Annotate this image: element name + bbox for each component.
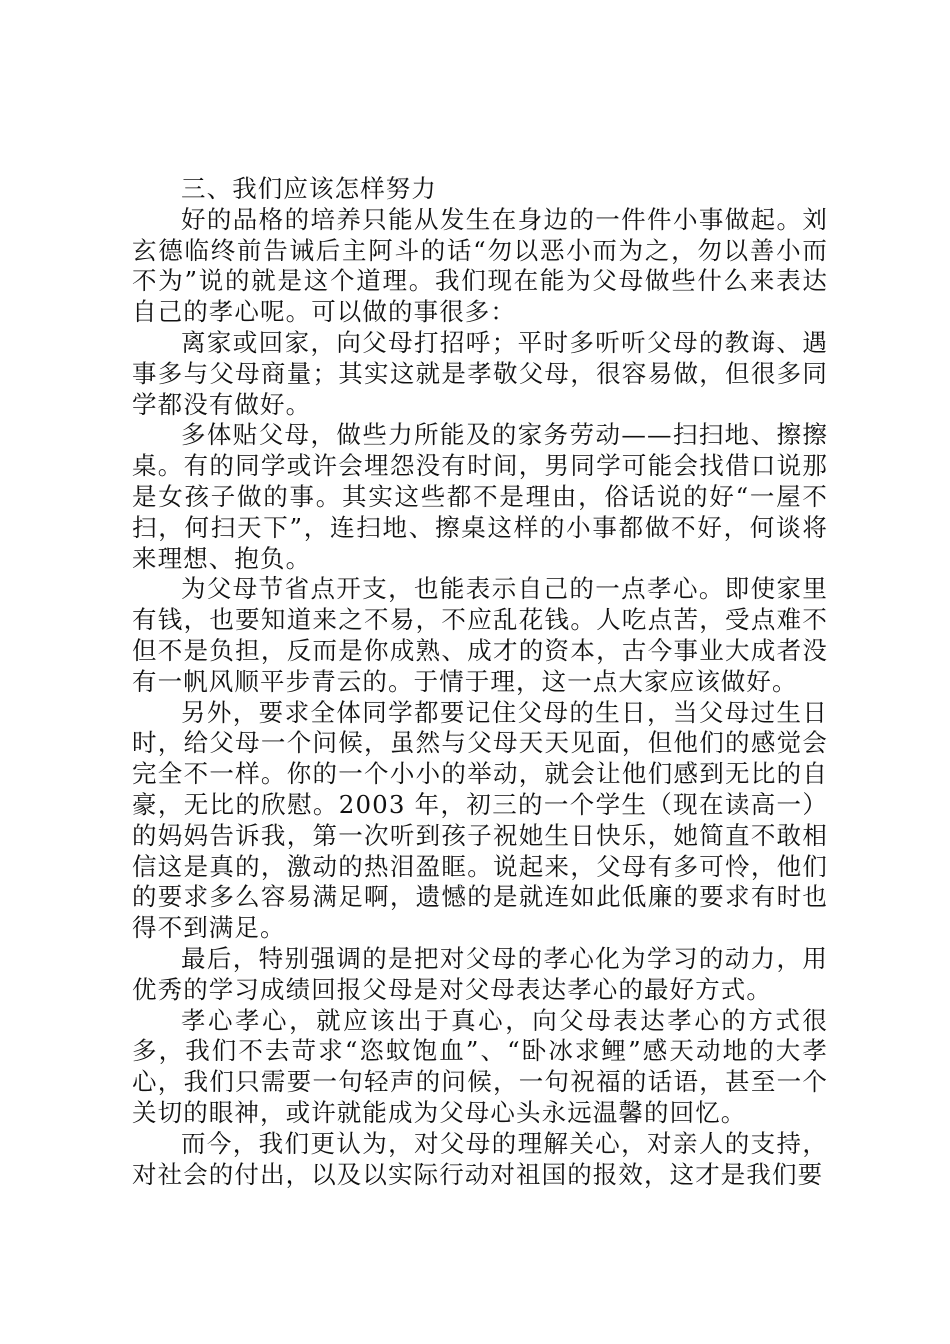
paragraph: 好的品格的培养只能从发生在身边的一件件小事做起。刘玄德临终前告诫后主阿斗的话“勿以恶小而为之，勿以善小而不为”说的就是这个道理。我们现在能为父母做些什么来表达自己的孝心呢。可以做的事很多： xyxy=(132,204,828,327)
section-heading: 三、我们应该怎样努力 xyxy=(181,174,437,203)
paragraph: 另外，要求全体同学都要记住父母的生日，当父母过生日时，给父母一个问候，虽然与父母天天见面，但他们的感觉会完全不一样。你的一个小小的举动，就会让他们感到无比的自豪，无比的欣慰。2003 年，初三的一个学生（现在读高一）的妈妈告诉我，第一次听到孩子祝她生日快乐，她简直不敢相信这是真的，激动的热泪盈眶。说起来，父母有多可怜，他们的要求多么容易满足啊，遗憾的是就连如此低廉的要求有时也得不到满足。 xyxy=(132,697,828,943)
paragraph: 孝心孝心，就应该出于真心，向父母表达孝心的方式很多，我们不去苛求“恣蚊饱血”、“卧冰求鲤”感天动地的大孝心，我们只需要一句轻声的问候，一句祝福的话语，甚至一个关切的眼神，或许就能成为父母心头永远温馨的回忆。 xyxy=(132,1005,828,1127)
paragraph: 多体贴父母，做些力所能及的家务劳动——扫扫地、擦擦桌。有的同学或许会埋怨没有时间，男同学可能会找借口说那是女孩子做的事。其实这些都不是理由，俗话说的好“一屋不扫，何扫天下”，连扫地、擦桌这样的小事都做不好，何谈将来理想、抱负。 xyxy=(132,420,828,573)
document-body xyxy=(132,174,828,1190)
paragraph: 为父母节省点开支，也能表示自己的一点孝心。即使家里有钱，也要知道来之不易，不应乱花钱。人吃点苦，受点难不但不是负担，反而是你成熟、成才的资本，古今事业大成者没有一帆风顺平步青云的。于情于理，这一点大家应该做好。 xyxy=(132,574,828,696)
paragraph: 离家或回家，向父母打招呼；平时多听听父母的教诲、遇事多与父母商量；其实这就是孝敬父母，很容易做，但很多同学都没有做好。 xyxy=(132,327,828,419)
paragraph: 而今，我们更认为，对父母的理解关心，对亲人的支持，对社会的付出，以及以实际行动对祖国的报效，这才是我们要 xyxy=(132,1128,828,1189)
paragraph: 最后，特别强调的是把对父母的孝心化为学习的动力，用优秀的学习成绩回报父母是对父母表达孝心的最好方式。 xyxy=(132,943,828,1004)
